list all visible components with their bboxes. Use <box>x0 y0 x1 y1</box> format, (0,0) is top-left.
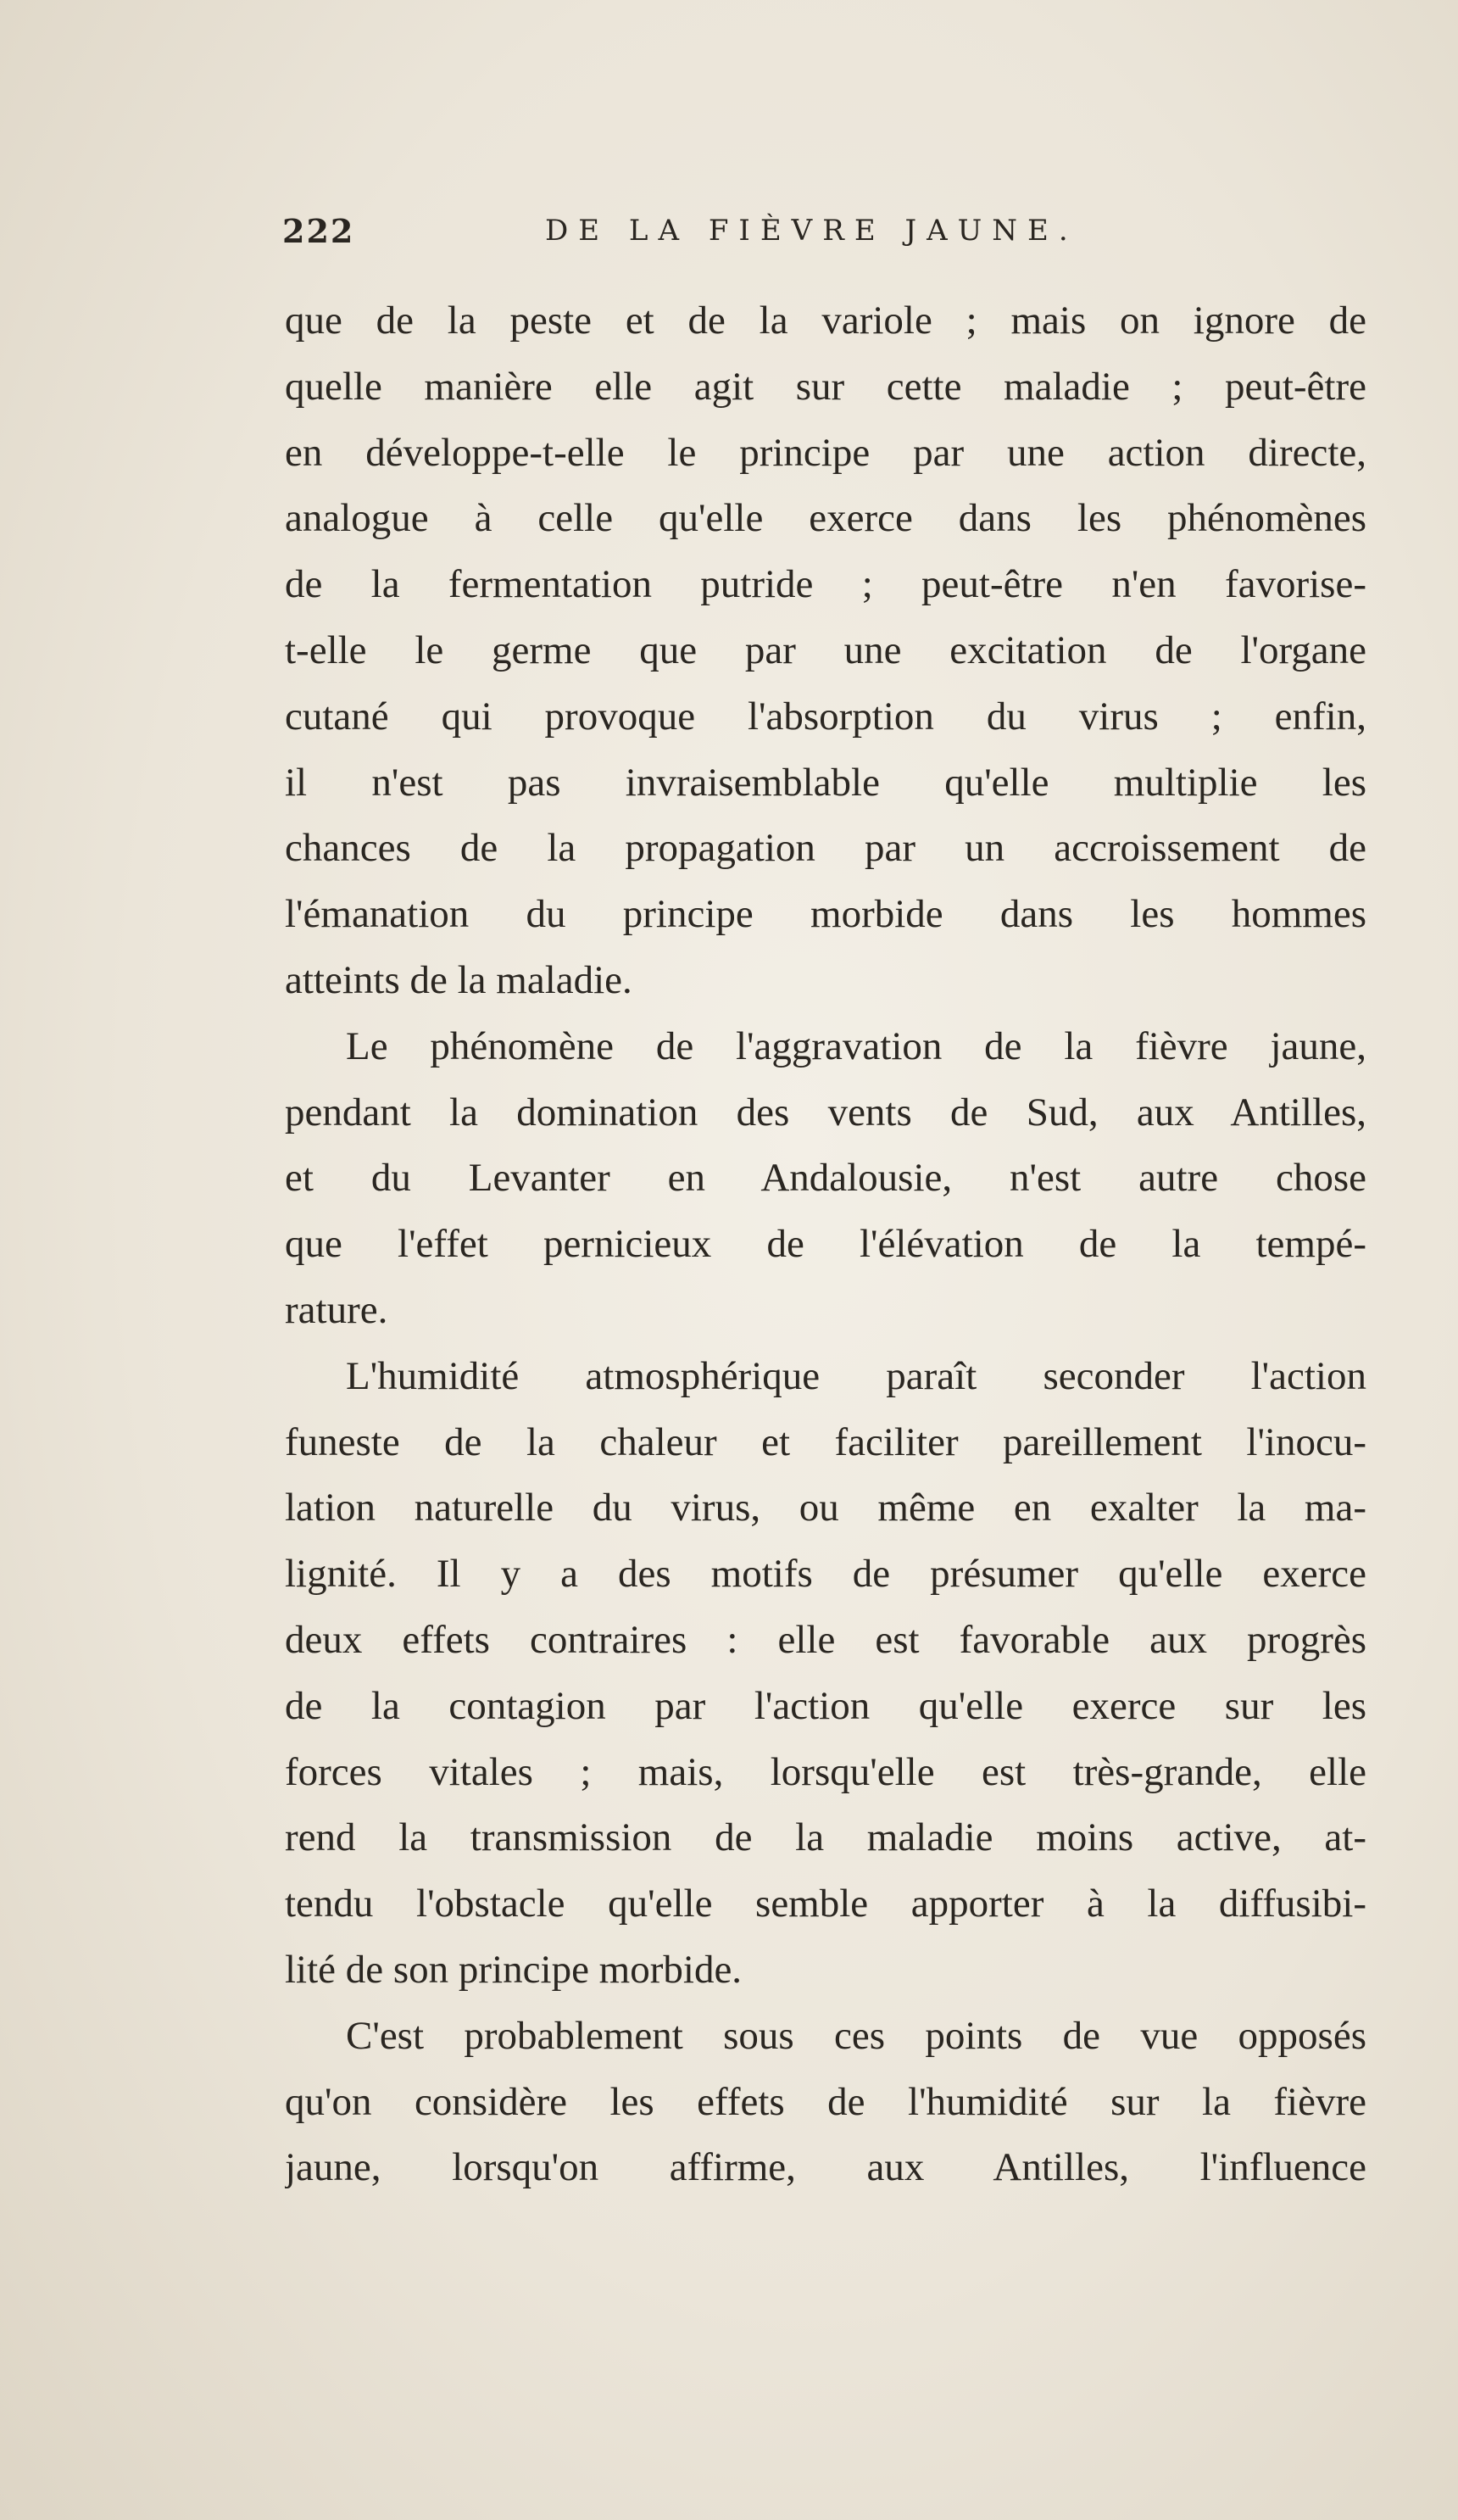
text-line: pendant la domination des vents de Sud, aux Antilles, <box>285 1090 1366 1135</box>
text-line: chances de la propagation par un accroissement de <box>285 826 1366 871</box>
text-line: jaune, lorsqu'on affirme, aux Antilles, l'influence <box>285 2145 1366 2190</box>
text-line: en développe-t-elle le principe par une action directe, <box>285 430 1366 475</box>
text-line: l'émanation du principe morbide dans les hommes <box>285 892 1366 937</box>
paragraph <box>285 288 1366 1014</box>
page-number: 222 <box>282 212 355 250</box>
text-line: de la fermentation putride ; peut-être n'en favorise- <box>285 562 1366 607</box>
text-line: de la contagion par l'action qu'elle exerce sur les <box>285 1683 1366 1728</box>
text-line: funeste de la chaleur et faciliter pareillement l'inocu- <box>285 1419 1366 1464</box>
text-line: rend la transmission de la maladie moins active, at- <box>285 1815 1366 1860</box>
text-line: lité de son principe morbide. <box>285 1947 743 1992</box>
paragraph <box>285 1344 1366 2004</box>
text-line: lation naturelle du virus, ou même en exalter la ma- <box>285 1486 1366 1530</box>
running-title: DE LA FIÈVRE JAUNE. <box>545 214 1078 248</box>
text-line: lignité. Il y a des motifs de présumer qu'elle exerce <box>285 1552 1366 1597</box>
text-line: que l'effet pernicieux de l'élévation de la tempé- <box>285 1222 1366 1267</box>
text-line: t-elle le germe que par une excitation de l'organe <box>285 627 1366 672</box>
text-line: analogue à celle qu'elle exerce dans les phénomènes <box>285 496 1366 541</box>
text-line: qu'on considère les effets de l'humidité sur la fièvre <box>285 2079 1366 2124</box>
text-line: forces vitales ; mais, lorsqu'elle est très-grande, elle <box>285 1749 1366 1794</box>
text-line: cutané qui provoque l'absorption du virus ; enfin, <box>285 694 1366 739</box>
text-line: rature. <box>285 1287 388 1332</box>
text-line: atteints de la maladie. <box>285 957 632 1002</box>
body-text <box>285 288 1366 2201</box>
text-line: C'est probablement sous ces points de vue opposés <box>346 2013 1366 2058</box>
text-line: et du Levanter en Andalousie, n'est autre chose <box>285 1156 1366 1201</box>
text-line: que de la peste et de la variole ; mais on ignore de <box>285 298 1366 343</box>
text-line: L'humidité atmosphérique paraît seconder l'action <box>346 1353 1366 1398</box>
paragraph <box>285 2004 1366 2201</box>
text-line: deux effets contraires : elle est favorable aux progrès <box>285 1617 1366 1662</box>
text-line: quelle manière elle agit sur cette maladie ; peut-être <box>285 364 1366 409</box>
text-line: Le phénomène de l'aggravation de la fièvre jaune, <box>346 1023 1366 1068</box>
paragraph <box>285 1014 1366 1344</box>
page-header <box>282 212 1130 271</box>
text-line: il n'est pas invraisemblable qu'elle multiplie les <box>285 760 1366 805</box>
text-line: tendu l'obstacle qu'elle semble apporter à la diffusibi- <box>285 1882 1366 1926</box>
